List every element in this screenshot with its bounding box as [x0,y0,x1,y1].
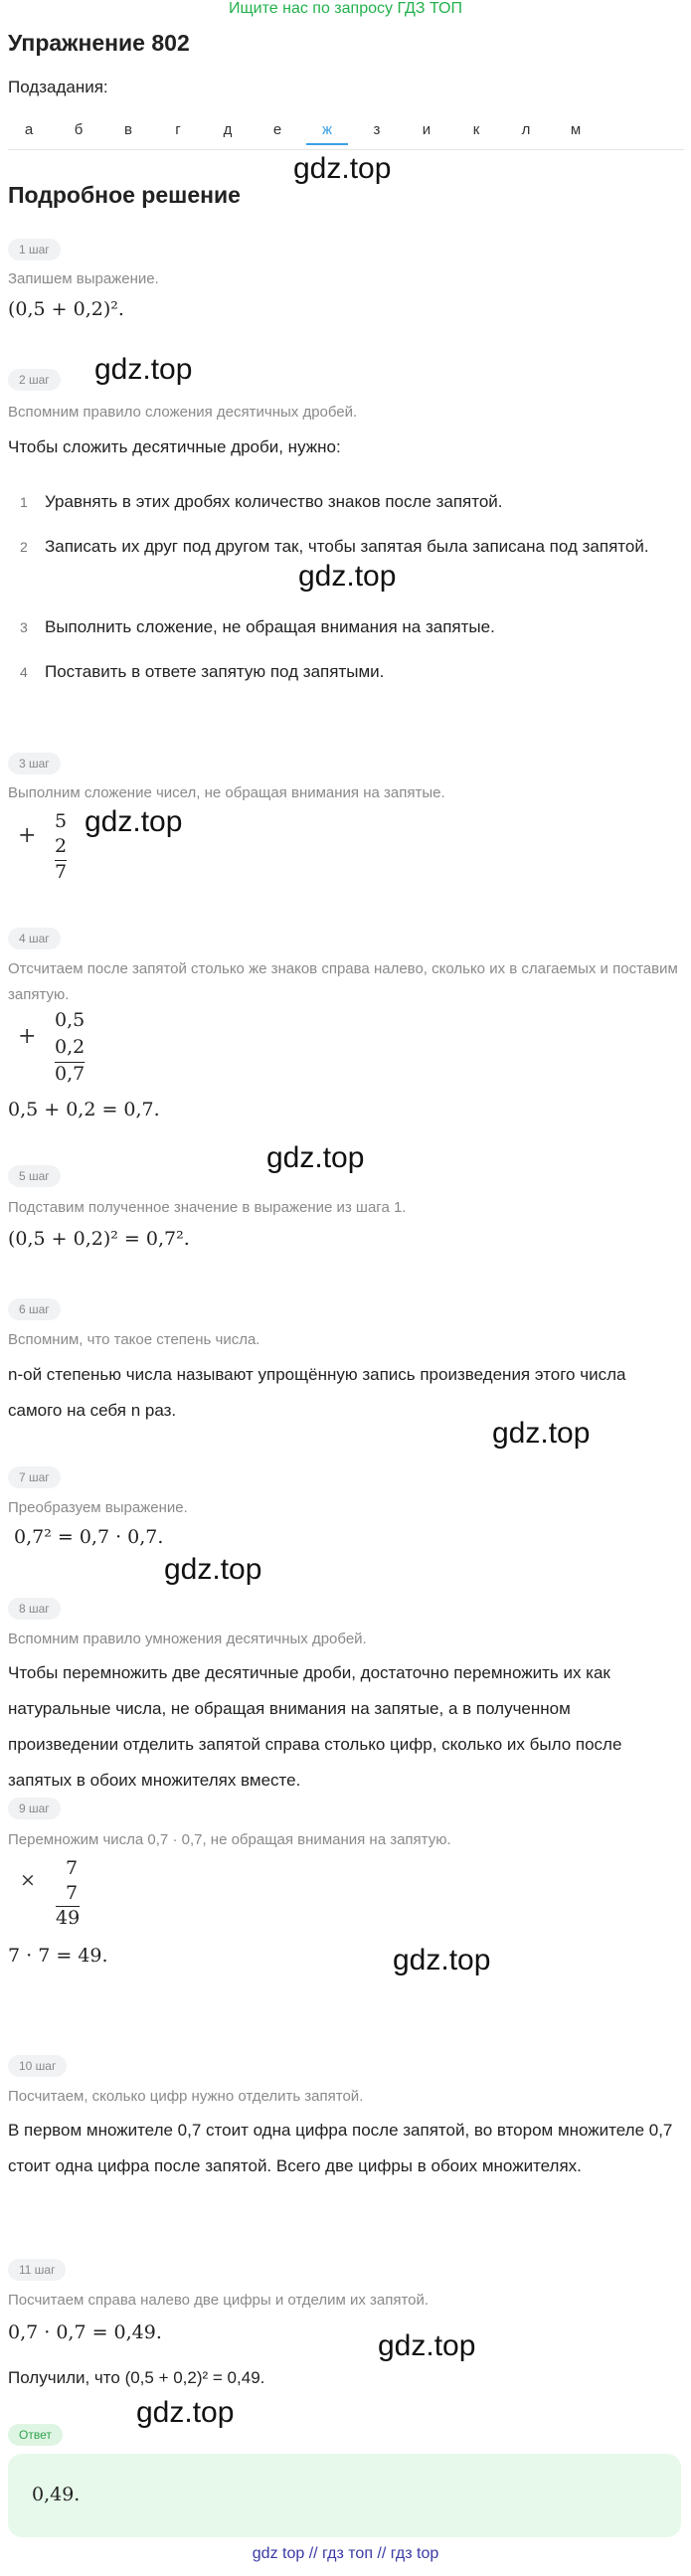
subtask-tab[interactable]: з [373,121,381,138]
subtask-tab[interactable]: а [24,121,34,138]
subtask-tab[interactable]: е [272,121,282,138]
subtask-tab[interactable]: в [124,121,132,138]
operand: 7 [66,1857,79,1879]
step-text: Подставим полученное значение в выражение из шага 1. [8,1199,407,1216]
solution-heading: Подробное решение [8,182,241,208]
step-badge: 9 шаг [8,1798,61,1819]
footer-links[interactable]: gdz top // гдз топ // гдз top [252,2545,439,2562]
operand: 2 [55,835,68,857]
subtask-tab[interactable]: м [570,121,582,138]
watermark: gdz.top [298,560,397,593]
watermark: gdz.top [136,2396,235,2429]
list-item: Выполнить сложение, не обращая внимания на запятые. [45,617,495,636]
result: 7 [55,861,68,883]
operator: + [18,1024,37,1049]
list-item: Уравнять в этих дробях количество знаков после запятой. [45,492,503,511]
list-number: 1 [20,494,28,510]
step-text: Запишем выражение. [8,270,159,287]
step-text: Посчитаем, сколько цифр нужно отделить запятой. [8,2088,364,2105]
answer-box [8,2454,681,2537]
step-math: 0,7² = 0,7 · 0,7. [14,1526,164,1548]
step-math: 0,5 + 0,2 = 0,7. [8,1099,160,1120]
promo-banner[interactable]: Ищите нас по запросу ГДЗ ТОП [229,0,462,17]
list-number: 2 [20,539,28,555]
operator: + [18,823,37,848]
list-number: 3 [20,619,28,635]
step-text: Преобразуем выражение. [8,1499,188,1516]
step-badge: 10 шаг [8,2055,67,2077]
step-text: Вспомним правило сложения десятичных дробей. [8,404,358,421]
step-badge: 1 шаг [8,239,61,260]
answer-value: 0,49. [32,2484,81,2505]
list-item: Записать их друг под другом так, чтобы запятая была записана под запятой. [45,537,649,556]
operand: 5 [55,810,68,832]
watermark: gdz.top [293,152,392,185]
step-badge: 6 шаг [8,1298,61,1320]
step-math: (0,5 + 0,2)² = 0,7². [8,1228,190,1250]
step-text: Вспомним правило умножения десятичных дробей. [8,1631,367,1647]
result: 49 [56,1907,81,1929]
watermark: gdz.top [266,1141,365,1174]
step-text: Посчитаем справа налево две цифры и отделим их запятой. [8,2292,430,2309]
step-text: Отсчитаем после запятой столько же знаков справа налево, сколько их в слагаемых и поставим запятую. [8,960,678,1003]
operand: 0,2 [55,1036,86,1058]
subtask-tab[interactable]: к [472,121,480,138]
step-badge: 5 шаг [8,1165,61,1187]
step-math: 7 · 7 = 49. [8,1945,108,1967]
step-text: Вспомним, что такое степень числа. [8,1331,260,1348]
list-item: Поставить в ответе запятую под запятыми. [45,662,385,681]
watermark: gdz.top [378,2329,476,2362]
answer-badge: Ответ [8,2424,63,2446]
step-intro: Чтобы сложить десятичные дроби, нужно: [8,437,341,456]
operand: 0,5 [55,1009,86,1031]
subtasks-label: Подзадания: [8,78,108,96]
step-definition: n-ой степенью числа называют упрощённую запись произведения этого числа самого на себя n раз. [8,1365,626,1420]
watermark: gdz.top [164,1553,262,1586]
subtask-tab[interactable]: д [223,121,233,138]
step-badge: 8 шаг [8,1598,61,1620]
subtask-tab[interactable]: и [422,121,432,138]
subtasks-nav [8,117,684,150]
subtask-tab-active[interactable]: ж [306,117,348,145]
subtask-tab[interactable]: г [175,121,181,138]
subtask-tab[interactable]: л [521,121,531,138]
step-badge: 2 шаг [8,369,61,391]
step-math: (0,5 + 0,2)². [8,298,124,320]
page-title: Упражнение 802 [8,30,190,56]
step-explanation: В первом множителе 0,7 стоит одна цифра после запятой, во втором множителе 0,7 стоит одна цифра после запятой. Всего две цифры в обоих множителях. [8,2121,673,2175]
watermark: gdz.top [85,805,183,838]
step-badge: 4 шаг [8,928,61,949]
list-number: 4 [20,664,28,680]
watermark: gdz.top [492,1417,591,1450]
step-text: Перемножим числа 0,7 · 0,7, не обращая внимания на запятую. [8,1831,451,1848]
result: 0,7 [55,1063,86,1085]
watermark: gdz.top [393,1944,491,1976]
step-conclusion: Получили, что (0,5 + 0,2)² = 0,49. [8,2368,265,2387]
operator: × [20,1869,36,1891]
step-text: Выполним сложение чисел, не обращая внимания на запятые. [8,784,445,801]
step-math: 0,7 · 0,7 = 0,49. [8,2321,162,2343]
step-badge: 7 шаг [8,1466,61,1488]
step-rule: Чтобы перемножить две десятичные дроби, достаточно перемножить их как натуральные числа, не обращая внимания на запятые, а в полученном произведении отделить запятой справа столько цифр, сколько их было после запятых в обоих множителях вместе. [8,1663,622,1790]
subtask-tab[interactable]: б [74,121,84,138]
operand: 7 [66,1882,79,1904]
step-badge: 11 шаг [8,2259,66,2281]
step-badge: 3 шаг [8,753,61,774]
watermark: gdz.top [94,353,193,386]
